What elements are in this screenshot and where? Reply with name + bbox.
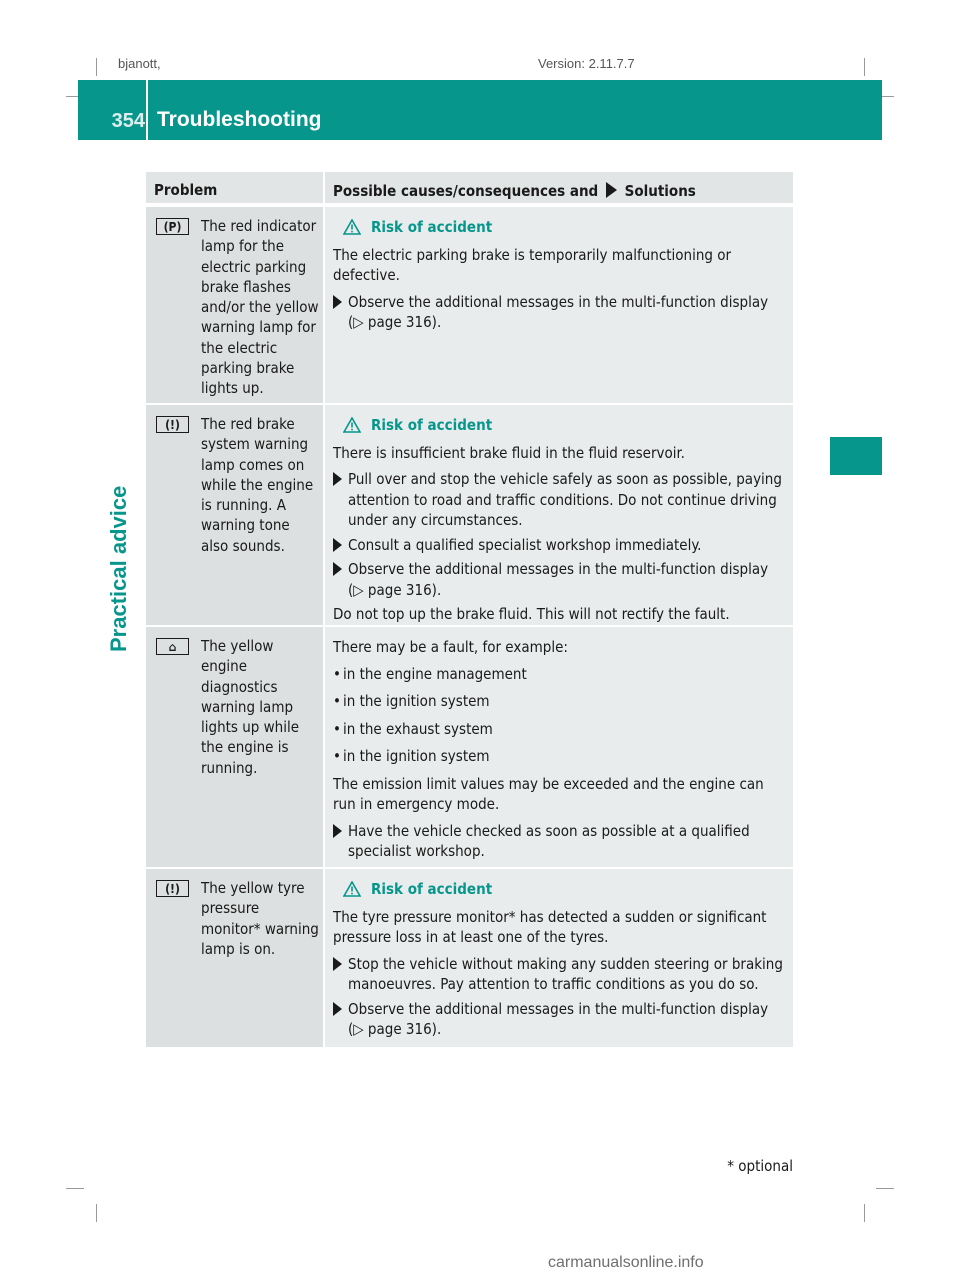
- crop-mark: [66, 1188, 84, 1189]
- header-divider: [146, 80, 148, 140]
- column-header-problem: Problem: [154, 181, 218, 199]
- page-title: Troubleshooting: [157, 108, 322, 131]
- warning-label: Risk of accident: [371, 416, 493, 434]
- solution-step: [333, 292, 787, 333]
- column-header-solutions: [323, 172, 793, 203]
- troubleshooting-table: [146, 172, 793, 1047]
- step-text: Consult a qualified specialist workshop immediately.: [348, 535, 702, 554]
- warning-heading: [343, 217, 787, 238]
- step-arrow-icon: [333, 824, 342, 838]
- crop-mark: [96, 58, 97, 76]
- table-row: [146, 205, 793, 403]
- crop-mark: [876, 1188, 894, 1189]
- step-arrow-icon: [333, 538, 342, 552]
- problem-cell: [146, 627, 323, 867]
- column-header-solutions-label: Solutions: [624, 182, 696, 200]
- step-text: Pull over and stop the vehicle safely as soon as possible, paying attention to road and traffic conditions. Do not continue driving under any circumstances.: [348, 470, 782, 529]
- list-item-text: in the engine management: [343, 664, 527, 683]
- solution-step: [333, 821, 787, 862]
- section-label: Practical advice: [106, 485, 131, 652]
- step-text: Observe the additional messages in the multi-function display (▷ page 316).: [348, 560, 769, 599]
- crop-mark: [864, 58, 865, 76]
- problem-cell: [146, 869, 323, 1047]
- warning-triangle-icon: [343, 881, 361, 897]
- cause-text: The electric parking brake is temporarily malfunctioning or defective.: [333, 245, 732, 284]
- problem-text: The yellow engine diagnostics warning lamp lights up while the engine is running.: [201, 637, 300, 777]
- step-text: Have the vehicle checked as soon as possible at a qualified specialist workshop.: [348, 821, 750, 860]
- engine-diagnostics-icon: ⌂: [156, 638, 189, 655]
- table-row: [146, 867, 793, 1047]
- solution-step: [333, 535, 787, 556]
- solution-cell: [323, 405, 793, 625]
- note-text: Do not top up the brake fluid. This will not rectify the fault.: [333, 605, 730, 623]
- list-item: [333, 664, 787, 685]
- solution-cell: [323, 207, 793, 403]
- watermark: carmanualsonline.info: [548, 1254, 704, 1271]
- table-row: [146, 403, 793, 625]
- problem-text: The yellow tyre pressure monitor* warning lamp is on.: [201, 879, 319, 958]
- list-item: [333, 746, 787, 767]
- brake-warning-icon: (!): [156, 416, 189, 433]
- crop-mark: [96, 1204, 97, 1222]
- header-bar: [78, 80, 882, 140]
- solution-step: [333, 469, 787, 531]
- tyre-pressure-icon: (!): [156, 880, 189, 897]
- list-item-text: in the exhaust system: [343, 719, 493, 738]
- footnote: * optional: [727, 1157, 793, 1175]
- bullet-icon: •: [333, 664, 341, 683]
- side-tab: [830, 437, 882, 475]
- step-text: Observe the additional messages in the multi-function display (▷ page 316).: [348, 999, 769, 1038]
- step-text: Observe the additional messages in the multi-function display (▷ page 316).: [348, 292, 769, 331]
- crop-mark: [864, 1204, 865, 1222]
- step-text: Stop the vehicle without making any sudden steering or braking manoeuvres. Pay attention to traffic conditions as you do so.: [348, 954, 783, 993]
- list-item-text: in the ignition system: [343, 747, 490, 765]
- cause-text: There may be a fault, for example:: [333, 638, 568, 656]
- table-header-row: [146, 172, 793, 205]
- list-item: [333, 691, 787, 712]
- page-number: 354: [111, 110, 145, 132]
- step-arrow-icon: [333, 1002, 342, 1016]
- warning-heading: [343, 415, 787, 436]
- step-arrow-icon: [333, 562, 342, 576]
- solution-step: [333, 954, 787, 995]
- list-item-text: in the ignition system: [343, 692, 490, 710]
- solution-cell: [323, 869, 793, 1047]
- arrow-right-icon: [606, 182, 617, 198]
- step-arrow-icon: [333, 472, 342, 486]
- warning-triangle-icon: [343, 417, 361, 433]
- solution-step: [333, 999, 787, 1040]
- problem-text: The red indicator lamp for the electric parking brake flashes and/or the yellow warning lamp for the electric parking brake lights up.: [201, 217, 319, 398]
- warning-label: Risk of accident: [371, 218, 493, 236]
- consequence-text: The emission limit values may be exceeded and the engine can run in emergency mode.: [333, 774, 764, 813]
- cause-text: There is insufficient brake fluid in the fluid reservoir.: [333, 443, 685, 462]
- table-row: [146, 625, 793, 867]
- cause-text: The tyre pressure monitor* has detected a sudden or significant pressure loss in at least one of the tyres.: [333, 907, 767, 946]
- list-item: [333, 719, 787, 740]
- solution-step: [333, 559, 787, 600]
- bullet-icon: •: [333, 719, 341, 738]
- problem-cell: [146, 405, 323, 625]
- warning-triangle-icon: [343, 219, 361, 235]
- meta-version: Version: 2.11.7.7: [538, 56, 635, 71]
- solution-cell: [323, 627, 793, 867]
- bullet-icon: •: [333, 747, 341, 765]
- problem-cell: [146, 207, 323, 403]
- column-header-causes-label: Possible causes/consequences and: [333, 182, 599, 200]
- step-arrow-icon: [333, 957, 342, 971]
- warning-heading: [343, 879, 787, 900]
- step-arrow-icon: [333, 295, 342, 309]
- problem-text: The red brake system warning lamp comes on while the engine is running. A warning tone also sounds.: [201, 415, 314, 555]
- parking-brake-icon: (P): [156, 218, 189, 235]
- meta-author: bjanott,: [118, 56, 161, 71]
- warning-label: Risk of accident: [371, 880, 493, 898]
- bullet-icon: •: [333, 692, 341, 710]
